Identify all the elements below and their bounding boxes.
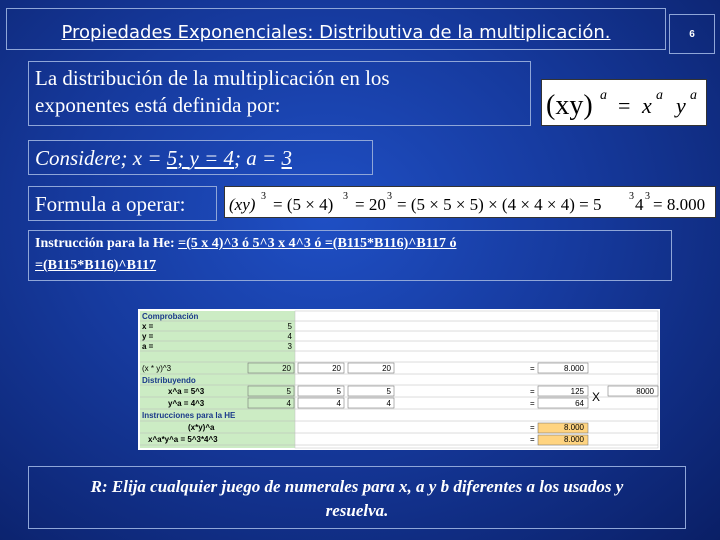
op-4: 4 (635, 195, 644, 214)
consider-x: 5 (166, 146, 178, 170)
formula-operate-svg (225, 187, 717, 219)
page-title: Propiedades Exponenciales: Distributiva de la multiplicación. (6, 8, 666, 50)
sheet-comprobacion: Comprobación (142, 312, 199, 321)
rule-x: x (642, 93, 652, 118)
sheet-xa-label: x^a = 5^3 (168, 387, 205, 396)
sheet-ya-c2: 4 (336, 399, 341, 408)
sheet-ya-eq: = (530, 399, 535, 408)
rule-equals: = (618, 93, 631, 118)
answer-exercise (28, 466, 686, 529)
sheet-xa-big: 8000 (636, 387, 654, 396)
op-exp-3: 3 (387, 191, 392, 202)
instruction-text (28, 230, 672, 281)
instruction-formula-2: =(B115*B116)^B117 (35, 258, 157, 273)
rule-lhs: (xy) (546, 90, 593, 121)
sheet-ya-res: 64 (575, 399, 584, 408)
sheet-y-val: 4 (287, 332, 292, 341)
distributive-rule-formula (541, 79, 707, 126)
formula-to-operate (224, 186, 716, 218)
op-exp-4: 3 (629, 191, 634, 202)
op-expanded: = (5 × 5 × 5) × (4 × 4 × 4) = 5 (397, 195, 602, 214)
rule-y: y (676, 93, 686, 118)
sheet-y-label: y = (142, 332, 154, 341)
op-xy: (xy) (229, 195, 256, 214)
consider-prefix: Considere; x = (35, 146, 167, 170)
intro-line-2: exponentes está definida por: (35, 93, 281, 117)
op-exp-1: 3 (261, 191, 266, 202)
sheet-xy-c3: 20 (382, 364, 391, 373)
sheet-a-label: a = (142, 342, 154, 351)
sheet-i2-eq: = (530, 435, 535, 444)
distributive-rule-svg (542, 80, 708, 127)
instruction-label: Instrucción para la He: (35, 236, 179, 251)
op-20: = 20 (355, 195, 386, 214)
consider-y: y = 4 (189, 146, 235, 170)
sheet-xy-eq: = (530, 364, 535, 373)
op-result: = 8.000 (653, 195, 706, 214)
sheet-xa-res: 125 (570, 387, 584, 396)
answer-line-2: resuelva. (325, 501, 389, 520)
sheet-xy-c2: 20 (332, 364, 341, 373)
sheet-xa-eq: = (530, 387, 535, 396)
sheet-instrucciones: Instrucciones para la HE (142, 411, 236, 420)
consider-a: 3 (281, 146, 292, 170)
instruction-formula-1: =(5 x 4)^3 ó 5^3 x 4^3 ó =(B115*B116)^B117 ó (178, 236, 457, 251)
intro-text (28, 61, 531, 126)
sheet-xy-label: (x * y)^3 (142, 364, 172, 373)
op-exp-5: 3 (645, 191, 650, 202)
consider-sep2: ; a = (234, 146, 282, 170)
sheet-i1-eq: = (530, 423, 535, 432)
sheet-i2-res: 8.000 (563, 435, 584, 444)
sheet-ya-c1: 4 (286, 399, 291, 408)
sheet-ya-c3: 4 (386, 399, 391, 408)
answer-line-1: R: Elija cualquier juego de numerales para x, a y b diferentes a los usados y (90, 477, 624, 496)
sheet-xa-c2: 5 (336, 387, 341, 396)
sheet-i2-label: x^a*y^a = 5^3*4^3 (148, 435, 218, 444)
sheet-a-val: 3 (287, 342, 292, 351)
rule-x-exp: a (656, 88, 663, 103)
sheet-distribuyendo: Distribuyendo (142, 376, 196, 385)
sheet-i1-label: (x*y)^a (188, 423, 215, 432)
sheet-xa-c3: 5 (386, 387, 391, 396)
sheet-ya-label: y^a = 4^3 (168, 399, 205, 408)
spreadsheet-svg (138, 309, 660, 450)
rule-lhs-exp: a (600, 88, 607, 103)
rule-y-exp: a (690, 88, 697, 103)
consider-sep1: ; (177, 146, 190, 170)
consider-values (28, 140, 373, 175)
intro-line-1: La distribución de la multiplicación en los (35, 66, 390, 90)
sheet-x-val: 5 (287, 322, 292, 331)
op-5x4: = (5 × 4) (273, 195, 334, 214)
formula-label: Formula a operar: (28, 186, 217, 221)
spreadsheet-image (138, 309, 660, 450)
sheet-times: X (592, 390, 601, 404)
sheet-xy-res: 8.000 (563, 364, 584, 373)
sheet-x-label: x = (142, 322, 154, 331)
sheet-xa-c1: 5 (286, 387, 291, 396)
sheet-xy-c1: 20 (282, 364, 291, 373)
op-exp-2: 3 (343, 191, 348, 202)
sheet-i1-res: 8.000 (563, 423, 584, 432)
page-number: 6 (669, 14, 715, 54)
